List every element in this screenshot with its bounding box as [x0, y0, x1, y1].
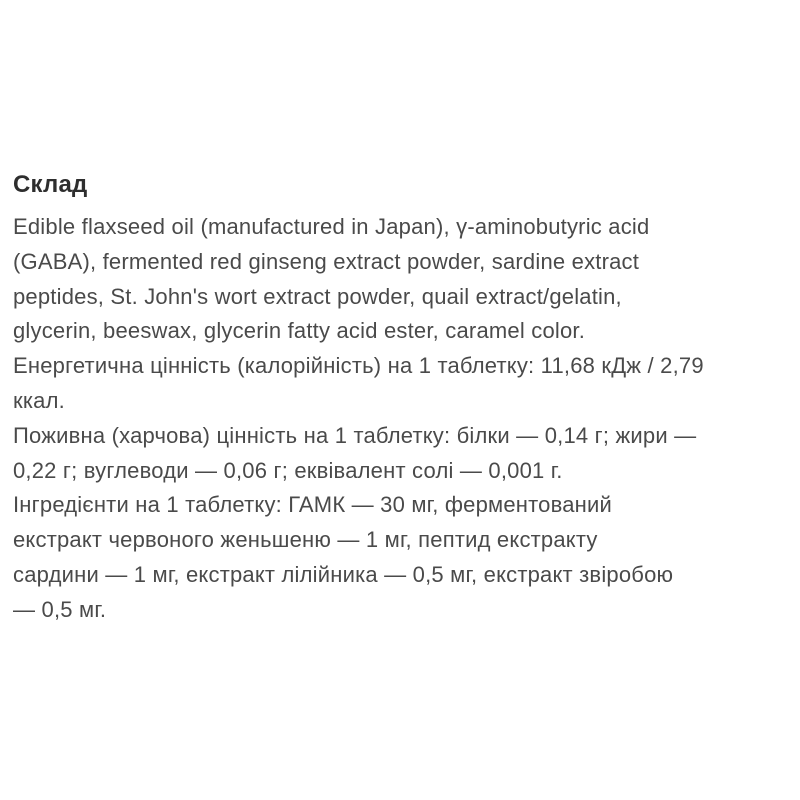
paragraph-nutritional-value [13, 419, 784, 489]
text-line: Поживна (харчова) цінність на 1 таблетку: білки — 0,14 г; жири — [13, 422, 697, 448]
text-line: екстракт червоного женьшеню — 1 мг, пептид екстракту [13, 527, 598, 553]
paragraph-ingredients-per-tablet [13, 488, 784, 627]
text-line: peptides, St. John's wort extract powder, quail extract/gelatin, [13, 283, 622, 309]
text-line: glycerin, beeswax, glycerin fatty acid ester, caramel color. [13, 318, 586, 344]
text-line: Енергетична цінність (калорійність) на 1 таблетку: 11,68 кДж / 2,79 [13, 353, 704, 379]
text-line: — 0,5 мг. [13, 596, 107, 622]
paragraph-energy-value [13, 349, 784, 419]
paragraph-ingredients-english [13, 210, 784, 349]
section-title: Склад [13, 171, 88, 198]
text-line: Інгредієнти на 1 таблетку: ГАМК — 30 мг, ферментований [13, 492, 612, 518]
text-line: ккал. [13, 387, 65, 413]
text-line: 0,22 г; вуглеводи — 0,06 г; еквівалент солі — 0,001 г. [13, 457, 563, 483]
text-line: (GABA), fermented red ginseng extract powder, sardine extract [13, 248, 640, 274]
text-line: Edible flaxseed oil (manufactured in Japan), γ-aminobutyric acid [13, 214, 650, 239]
text-line: сардини — 1 мг, екстракт лілійника — 0,5 мг, екстракт звіробою [13, 561, 674, 587]
